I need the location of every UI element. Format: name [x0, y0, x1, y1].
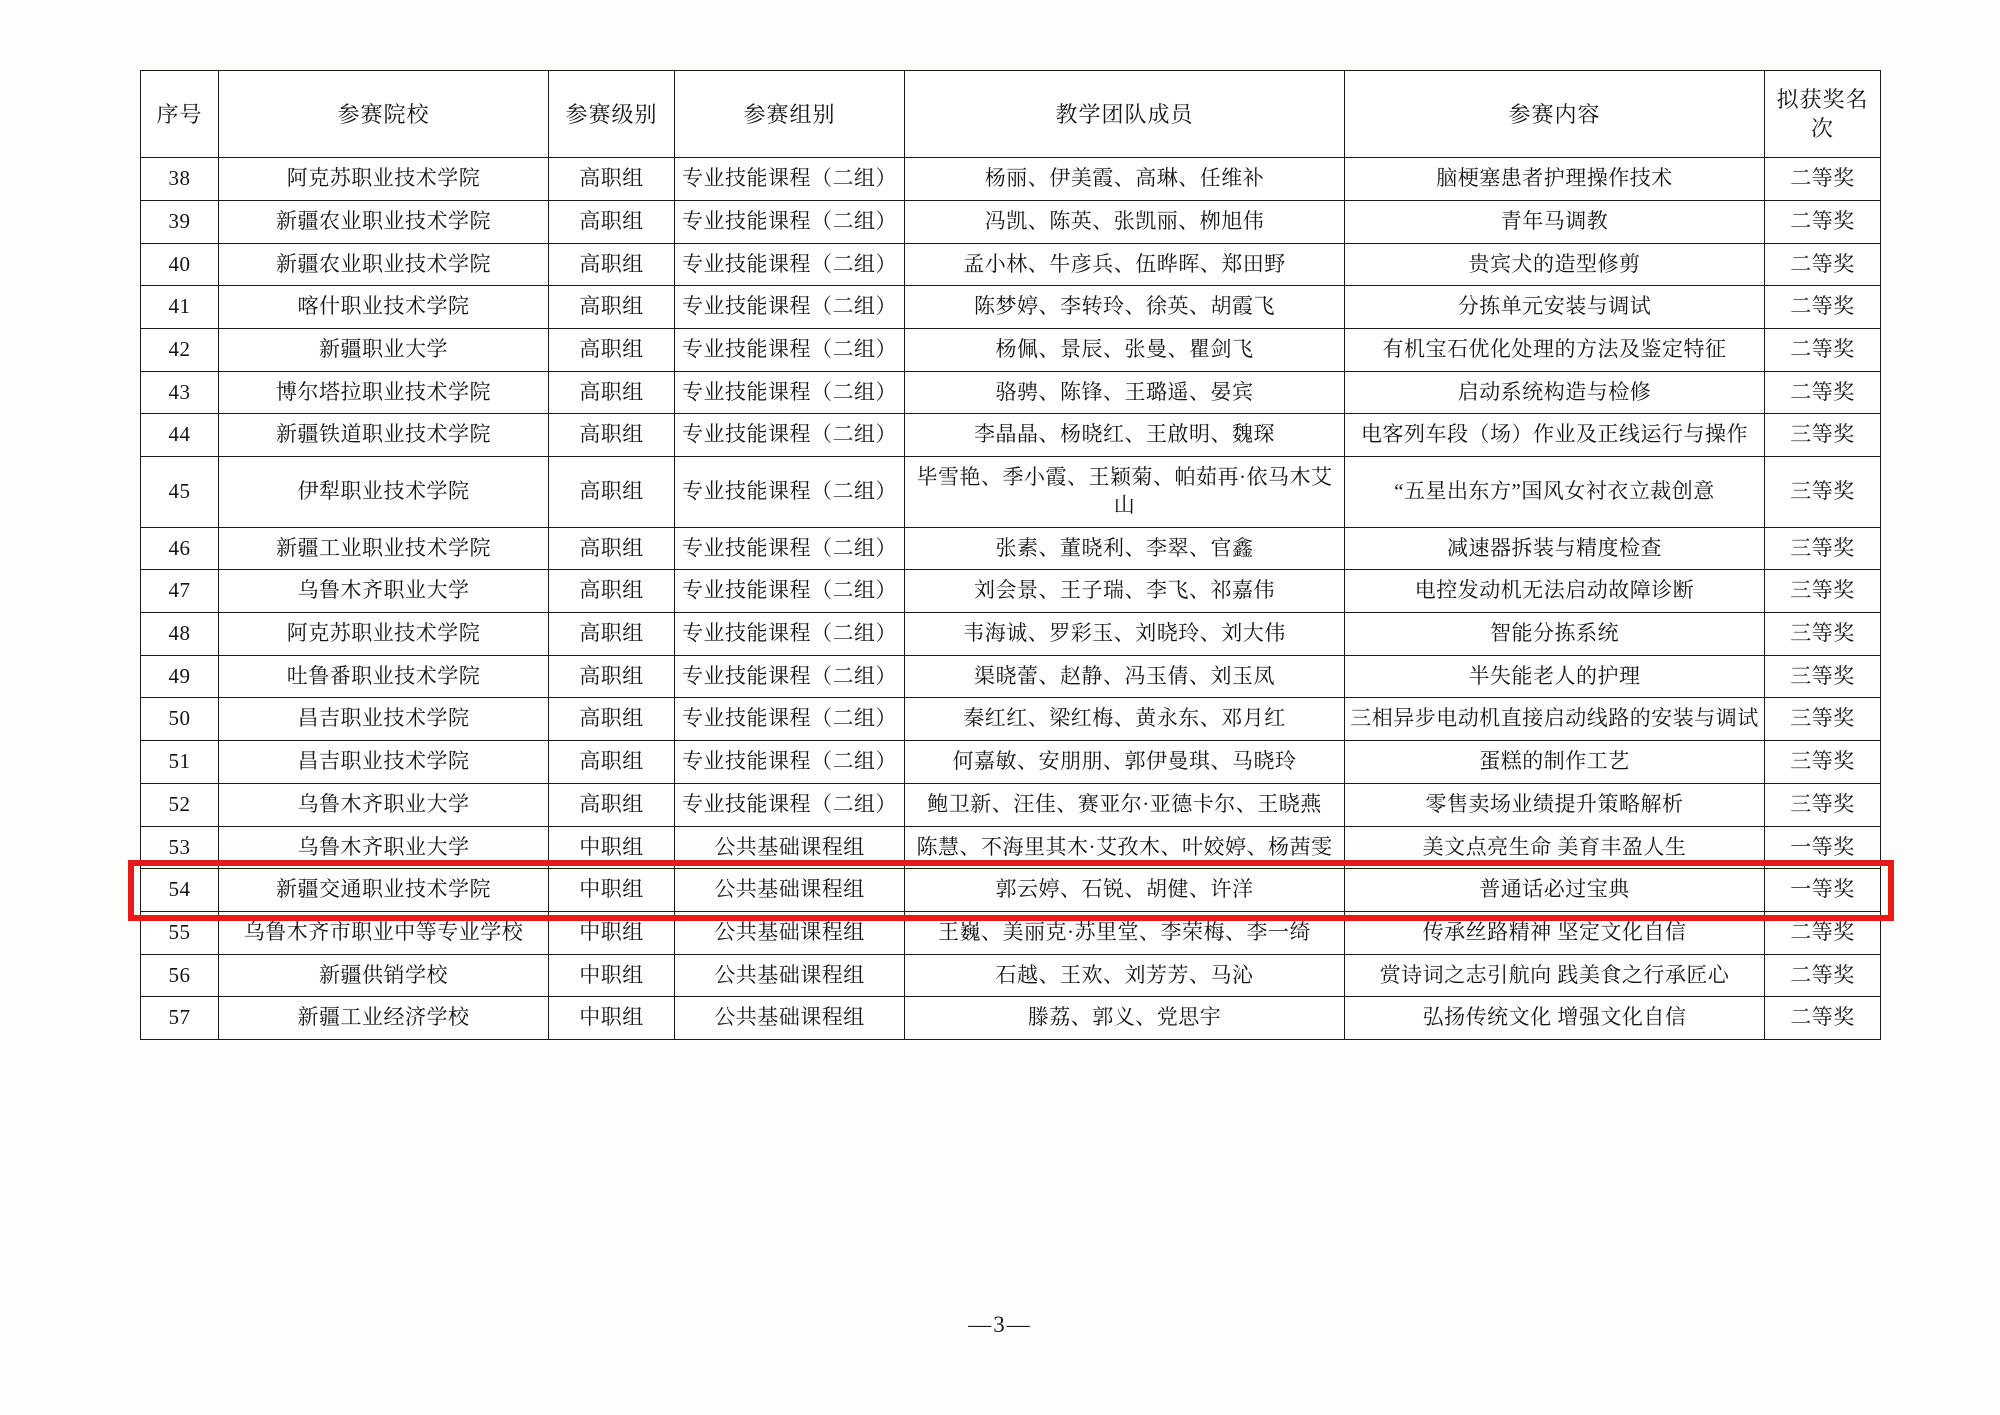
- cell-no: 48: [141, 612, 219, 655]
- cell-team: 王巍、美丽克·苏里堂、李荣梅、李一绮: [905, 912, 1345, 955]
- cell-no: 43: [141, 371, 219, 414]
- cell-no: 38: [141, 158, 219, 201]
- cell-no: 50: [141, 698, 219, 741]
- cell-award: 一等奖: [1765, 826, 1881, 869]
- cell-team: 毕雪艳、季小霞、王颖菊、帕茹再·依马木艾山: [905, 457, 1345, 527]
- cell-team: 杨丽、伊美霞、高琳、任维补: [905, 158, 1345, 201]
- cell-school: 吐鲁番职业技术学院: [219, 655, 549, 698]
- table-row: [141, 570, 1881, 613]
- cell-content: 电控发动机无法启动故障诊断: [1345, 570, 1765, 613]
- cell-content: 蛋糕的制作工艺: [1345, 741, 1765, 784]
- cell-content: 分拣单元安装与调试: [1345, 286, 1765, 329]
- cell-group: 专业技能课程（二组）: [675, 371, 905, 414]
- cell-team: 何嘉敏、安朋朋、郭伊曼琪、马晓玲: [905, 741, 1345, 784]
- table-row: [141, 826, 1881, 869]
- cell-content: 贵宾犬的造型修剪: [1345, 243, 1765, 286]
- cell-level: 高职组: [549, 243, 675, 286]
- cell-level: 高职组: [549, 328, 675, 371]
- cell-level: 高职组: [549, 414, 675, 457]
- cell-school: 昌吉职业技术学院: [219, 698, 549, 741]
- cell-content: 启动系统构造与检修: [1345, 371, 1765, 414]
- cell-level: 高职组: [549, 741, 675, 784]
- cell-no: 39: [141, 200, 219, 243]
- cell-school: 阿克苏职业技术学院: [219, 612, 549, 655]
- cell-award: 三等奖: [1765, 612, 1881, 655]
- cell-team: 冯凯、陈英、张凯丽、栁旭伟: [905, 200, 1345, 243]
- cell-award: 三等奖: [1765, 527, 1881, 570]
- award-table-container: [140, 70, 1880, 1040]
- cell-team: 韦海诚、罗彩玉、刘晓玲、刘大伟: [905, 612, 1345, 655]
- cell-no: 41: [141, 286, 219, 329]
- cell-content: 脑梗塞患者护理操作技术: [1345, 158, 1765, 201]
- cell-group: 专业技能课程（二组）: [675, 200, 905, 243]
- cell-award: 二等奖: [1765, 997, 1881, 1040]
- table-row: [141, 527, 1881, 570]
- cell-group: 专业技能课程（二组）: [675, 328, 905, 371]
- table-header: [141, 71, 1881, 158]
- cell-award: 二等奖: [1765, 328, 1881, 371]
- table-row: [141, 158, 1881, 201]
- cell-award: 二等奖: [1765, 371, 1881, 414]
- cell-school: 乌鲁木齐职业大学: [219, 570, 549, 613]
- table-row: [141, 869, 1881, 912]
- cell-award: 一等奖: [1765, 869, 1881, 912]
- cell-school: 阿克苏职业技术学院: [219, 158, 549, 201]
- cell-group: 专业技能课程（二组）: [675, 286, 905, 329]
- cell-team: 渠晓蕾、赵静、冯玉倩、刘玉凤: [905, 655, 1345, 698]
- cell-team: 孟小林、牛彦兵、伍晔晖、郑田野: [905, 243, 1345, 286]
- cell-school: 昌吉职业技术学院: [219, 741, 549, 784]
- cell-group: 公共基础课程组: [675, 997, 905, 1040]
- cell-level: 高职组: [549, 200, 675, 243]
- cell-school: 新疆工业经济学校: [219, 997, 549, 1040]
- cell-level: 高职组: [549, 612, 675, 655]
- cell-team: 张素、董晓利、李翠、官鑫: [905, 527, 1345, 570]
- cell-team: 滕荔、郭义、党思宇: [905, 997, 1345, 1040]
- table-row: [141, 698, 1881, 741]
- table-row: [141, 457, 1881, 527]
- table-row: [141, 954, 1881, 997]
- cell-level: 中职组: [549, 997, 675, 1040]
- award-table: [140, 70, 1881, 1040]
- cell-group: 专业技能课程（二组）: [675, 741, 905, 784]
- cell-content: 传承丝路精神 坚定文化自信: [1345, 912, 1765, 955]
- cell-award: 二等奖: [1765, 243, 1881, 286]
- cell-no: 46: [141, 527, 219, 570]
- cell-level: 高职组: [549, 698, 675, 741]
- cell-school: 乌鲁木齐职业大学: [219, 826, 549, 869]
- cell-group: 专业技能课程（二组）: [675, 570, 905, 613]
- cell-school: 伊犁职业技术学院: [219, 457, 549, 527]
- table-row: [141, 286, 1881, 329]
- cell-group: 公共基础课程组: [675, 869, 905, 912]
- table-row: [141, 328, 1881, 371]
- table-row: [141, 997, 1881, 1040]
- table-row: [141, 200, 1881, 243]
- cell-level: 高职组: [549, 655, 675, 698]
- cell-school: 乌鲁木齐职业大学: [219, 783, 549, 826]
- cell-content: “五星出东方”国风女衬衣立裁创意: [1345, 457, 1765, 527]
- cell-content: 零售卖场业绩提升策略解析: [1345, 783, 1765, 826]
- cell-team: 陈慧、不海里其木·艾孜木、叶姣婷、杨茜雯: [905, 826, 1345, 869]
- cell-group: 专业技能课程（二组）: [675, 527, 905, 570]
- cell-award: 三等奖: [1765, 698, 1881, 741]
- column-header-school: 参赛院校: [219, 71, 549, 158]
- cell-award: 三等奖: [1765, 414, 1881, 457]
- table-header-row: [141, 71, 1881, 158]
- cell-award: 三等奖: [1765, 783, 1881, 826]
- cell-team: 秦红红、梁红梅、黄永东、邓月红: [905, 698, 1345, 741]
- cell-award: 二等奖: [1765, 954, 1881, 997]
- cell-no: 56: [141, 954, 219, 997]
- cell-level: 中职组: [549, 826, 675, 869]
- cell-no: 55: [141, 912, 219, 955]
- cell-team: 郭云婷、石锐、胡健、许洋: [905, 869, 1345, 912]
- column-header-content: 参赛内容: [1345, 71, 1765, 158]
- table-row: [141, 655, 1881, 698]
- cell-team: 骆骋、陈锋、王璐遥、晏宾: [905, 371, 1345, 414]
- cell-content: 赏诗词之志引航向 践美食之行承匠心: [1345, 954, 1765, 997]
- cell-no: 44: [141, 414, 219, 457]
- cell-level: 中职组: [549, 869, 675, 912]
- cell-school: 新疆供销学校: [219, 954, 549, 997]
- cell-content: 普通话必过宝典: [1345, 869, 1765, 912]
- cell-school: 乌鲁木齐市职业中等专业学校: [219, 912, 549, 955]
- cell-no: 53: [141, 826, 219, 869]
- table-row: [141, 414, 1881, 457]
- cell-award: 二等奖: [1765, 286, 1881, 329]
- cell-no: 52: [141, 783, 219, 826]
- cell-level: 中职组: [549, 954, 675, 997]
- cell-level: 高职组: [549, 457, 675, 527]
- cell-school: 喀什职业技术学院: [219, 286, 549, 329]
- cell-group: 专业技能课程（二组）: [675, 612, 905, 655]
- cell-team: 鲍卫新、汪佳、赛亚尔·亚德卡尔、王晓燕: [905, 783, 1345, 826]
- cell-content: 智能分拣系统: [1345, 612, 1765, 655]
- cell-group: 公共基础课程组: [675, 912, 905, 955]
- cell-content: 美文点亮生命 美育丰盈人生: [1345, 826, 1765, 869]
- cell-no: 45: [141, 457, 219, 527]
- cell-no: 49: [141, 655, 219, 698]
- cell-content: 弘扬传统文化 增强文化自信: [1345, 997, 1765, 1040]
- cell-award: 三等奖: [1765, 741, 1881, 784]
- cell-level: 高职组: [549, 371, 675, 414]
- cell-group: 专业技能课程（二组）: [675, 783, 905, 826]
- cell-group: 公共基础课程组: [675, 954, 905, 997]
- cell-level: 高职组: [549, 783, 675, 826]
- table-row: [141, 783, 1881, 826]
- cell-school: 新疆农业职业技术学院: [219, 200, 549, 243]
- cell-team: 李晶晶、杨晓红、王啟明、魏琛: [905, 414, 1345, 457]
- cell-team: 石越、王欢、刘芳芳、马沁: [905, 954, 1345, 997]
- cell-no: 42: [141, 328, 219, 371]
- cell-group: 专业技能课程（二组）: [675, 457, 905, 527]
- cell-award: 二等奖: [1765, 158, 1881, 201]
- cell-no: 47: [141, 570, 219, 613]
- column-header-level: 参赛级别: [549, 71, 675, 158]
- cell-level: 高职组: [549, 570, 675, 613]
- cell-team: 杨佩、景辰、张曼、瞿剑飞: [905, 328, 1345, 371]
- cell-content: 电客列车段（场）作业及正线运行与操作: [1345, 414, 1765, 457]
- cell-award: 三等奖: [1765, 570, 1881, 613]
- cell-content: 有机宝石优化处理的方法及鉴定特征: [1345, 328, 1765, 371]
- column-header-award: 拟获奖名次: [1765, 71, 1881, 158]
- cell-school: 新疆交通职业技术学院: [219, 869, 549, 912]
- column-header-team: 教学团队成员: [905, 71, 1345, 158]
- table-body: [141, 158, 1881, 1040]
- cell-group: 公共基础课程组: [675, 826, 905, 869]
- cell-content: 减速器拆装与精度检查: [1345, 527, 1765, 570]
- cell-school: 新疆农业职业技术学院: [219, 243, 549, 286]
- cell-no: 57: [141, 997, 219, 1040]
- column-header-no: 序号: [141, 71, 219, 158]
- column-header-group: 参赛组别: [675, 71, 905, 158]
- cell-level: 高职组: [549, 158, 675, 201]
- cell-group: 专业技能课程（二组）: [675, 243, 905, 286]
- table-row: [141, 741, 1881, 784]
- page-number: —3—: [968, 1312, 1032, 1337]
- cell-award: 三等奖: [1765, 457, 1881, 527]
- cell-no: 54: [141, 869, 219, 912]
- table-row: [141, 612, 1881, 655]
- cell-no: 51: [141, 741, 219, 784]
- cell-award: 二等奖: [1765, 912, 1881, 955]
- cell-content: 三相异步电动机直接启动线路的安装与调试: [1345, 698, 1765, 741]
- table-row: [141, 243, 1881, 286]
- cell-group: 专业技能课程（二组）: [675, 698, 905, 741]
- cell-level: 中职组: [549, 912, 675, 955]
- table-row: [141, 371, 1881, 414]
- cell-team: 陈梦婷、李转玲、徐英、胡霞飞: [905, 286, 1345, 329]
- cell-team: 刘会景、王子瑞、李飞、祁嘉伟: [905, 570, 1345, 613]
- cell-level: 高职组: [549, 286, 675, 329]
- cell-content: 半失能老人的护理: [1345, 655, 1765, 698]
- cell-group: 专业技能课程（二组）: [675, 414, 905, 457]
- cell-level: 高职组: [549, 527, 675, 570]
- cell-group: 专业技能课程（二组）: [675, 158, 905, 201]
- table-row: [141, 912, 1881, 955]
- cell-school: 博尔塔拉职业技术学院: [219, 371, 549, 414]
- cell-group: 专业技能课程（二组）: [675, 655, 905, 698]
- cell-school: 新疆工业职业技术学院: [219, 527, 549, 570]
- cell-award: 二等奖: [1765, 200, 1881, 243]
- cell-award: 三等奖: [1765, 655, 1881, 698]
- cell-content: 青年马调教: [1345, 200, 1765, 243]
- cell-school: 新疆职业大学: [219, 328, 549, 371]
- cell-no: 40: [141, 243, 219, 286]
- cell-school: 新疆铁道职业技术学院: [219, 414, 549, 457]
